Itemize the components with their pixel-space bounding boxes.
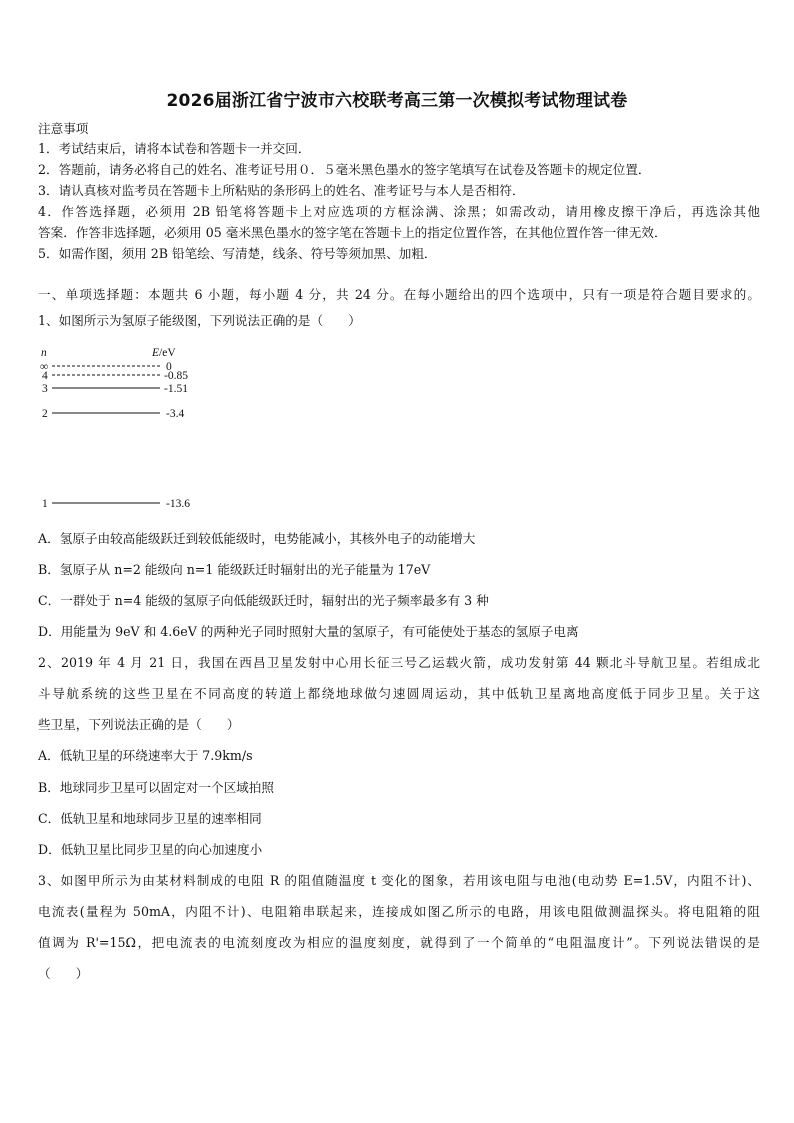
notice-heading: 注意事项 [38,121,89,136]
question-3-stem-line: 3、如图甲所示为由某材料制成的电阻 R 的阻值随温度 t 变化的图象，若用该电阻与电池(电动势 E=1.5V，内阻不计)、 [38,873,760,888]
question-1-option-c: C．一群处于 n=4 能级的氢原子向低能级跃迁时，辐射出的光子频率最多有 3 种 [38,593,489,608]
level-n-label: 4 [42,370,48,382]
level-energy-label: 0 [166,361,172,373]
question-1-option-a: A．氢原子由较高能级跃迁到较低能级时，电势能减小，其核外电子的动能增大 [38,531,476,546]
question-2-option-a: A．低轨卫星的环绕速率大于 7.9km/s [38,748,253,763]
question-1-option-b: B．氢原子从 n=2 能级向 n=1 能级跃迁时辐射出的光子能量为 17eV [38,562,431,577]
notice-item: 答案．作答非选择题，必须用 05 毫米黑色墨水的签字笔在答题卡上的指定位置作答，在其他位置作答一律无效． [38,225,667,240]
notice-item: 4．作答选择题，必须用 2B 铅笔将答题卡上对应选项的方框涂满、涂黑；如需改动，请用橡皮擦干净后，再选涂其他 [38,204,760,219]
level-n-label: 2 [42,408,48,420]
question-3-stem-line: 值调为 R'=15Ω，把电流表的电流刻度改为相应的温度刻度，就得到了一个简单的“电阻温度计”。下列说法错误的是 [38,935,760,950]
question-2-option-b: B．地球同步卫星可以固定对一个区域拍照 [38,780,274,795]
question-2-option-d: D．低轨卫星比同步卫星的向心加速度小 [38,842,263,857]
question-1-stem: 1、如图所示为氢原子能级图，下列说法正确的是（ ） [38,313,361,328]
question-3-stem-line: （ ） [38,966,89,981]
energy-level-diagram [38,344,218,514]
question-2-stem-line: 些卫星，下列说法正确的是（ ） [38,717,240,732]
level-energy-label: -13.6 [166,498,190,510]
energy-level-svg [38,344,218,514]
question-1-option-d: D．用能量为 9eV 和 4.6eV 的两种光子同时照射大量的氢原子，有可能使处于基态的氢原子电离 [38,624,579,639]
question-2-stem-line: 2、2019 年 4 月 21 日，我国在西昌卫星发射中心用长征三号乙运载火箭，成功发射第 44 颗北斗导航卫星。若组成北 [38,655,760,670]
question-2-stem-line: 斗导航系统的这些卫星在不同高度的转道上都绕地球做匀速圆周运动，其中低轨卫星离地高度低于同步卫星。关于这 [38,686,760,701]
question-2-option-c: C．低轨卫星和地球同步卫星的速率相同 [38,811,262,826]
notice-item: 2．答题前，请务必将自己的姓名、准考证号用０．５毫米黑色墨水的签字笔填写在试卷及答题卡的规定位置． [38,162,651,177]
level-energy-label: -1.51 [164,383,188,395]
level-n-label: 3 [42,383,48,395]
notice-item: 1．考试结束后，请将本试卷和答题卡一并交回． [38,141,311,156]
section-heading: 一、单项选择题：本题共 6 小题，每小题 4 分，共 24 分。在每小题给出的四个选项中，只有一项是符合题目要求的。 [38,287,760,302]
n-axis-label: n [41,347,47,359]
level-energy-label: -0.85 [164,370,188,382]
level-n-label: ∞ [40,361,49,373]
level-energy-label: -3.4 [166,408,185,420]
page-title: 2026届浙江省宁波市六校联考高三第一次模拟考试物理试卷 [166,91,628,111]
level-n-label: 1 [42,498,48,510]
energy-axis-label: E/eV [152,347,176,359]
notice-item: 3．请认真核对监考员在答题卡上所粘贴的条形码上的姓名、准考证号与本人是否相符． [38,183,525,198]
notice-item: 5．如需作图，须用 2B 铅笔绘、写清楚，线条、符号等须加黑、加粗． [38,246,437,261]
question-3-stem-line: 电流表(量程为 50mA，内阻不计)、电阻箱串联起来，连接成如图乙所示的电路，用该电阻做测温探头。将电阻箱的阻 [38,904,760,919]
